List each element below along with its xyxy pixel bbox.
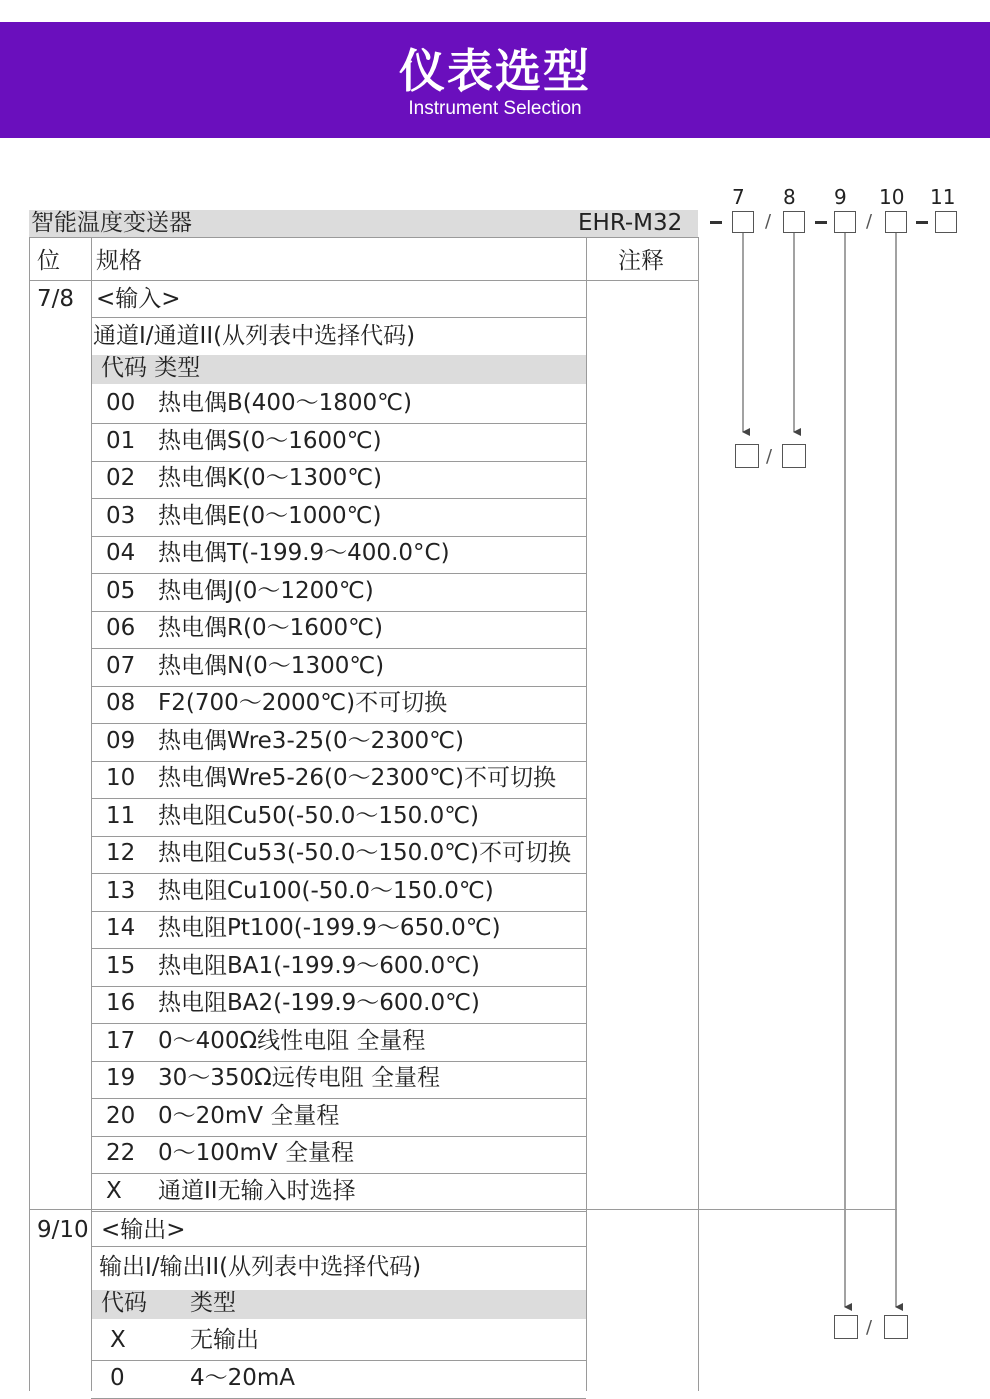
input-type: 热电偶E(0～1000℃) [158, 502, 382, 529]
output-col-code: 代码 [101, 1290, 147, 1316]
input-type: 热电偶S(0～1600℃) [158, 427, 382, 454]
input-code: 12 [106, 840, 136, 866]
input-code: 08 [106, 690, 136, 716]
input-code: 02 [106, 465, 136, 491]
input-type: 热电偶T(-199.9～400.0°C) [158, 540, 450, 566]
separator-slash: / [765, 211, 772, 232]
input-type: 热电阻BA2(-199.9～600.0℃) [158, 990, 480, 1016]
table-left-border [29, 237, 30, 1391]
separator-slash: / [866, 211, 873, 232]
note-column-border [698, 237, 699, 1391]
position-number-7: 7 [732, 185, 745, 209]
output-type: 4～20mA [190, 1365, 296, 1391]
header-position: 位 [37, 248, 60, 274]
input-code: 09 [106, 727, 136, 754]
input-type: 0～20mV 全量程 [158, 1102, 340, 1129]
position-column-border [91, 237, 92, 1391]
input-code: 13 [106, 877, 136, 904]
input-type: 热电阻Pt100(-199.9～650.0℃) [158, 915, 501, 941]
input-type: 热电阻Cu50(-50.0～150.0℃) [158, 802, 480, 829]
input-code: 20 [106, 1102, 136, 1129]
input-code: X [106, 1177, 122, 1204]
input-type: 热电偶R(0～1600℃) [158, 615, 383, 641]
input-type: 热电偶B(400～1800℃) [158, 390, 412, 416]
input-code: 14 [106, 915, 136, 941]
output-col-type: 类型 [190, 1290, 236, 1316]
input-type: 热电偶N(0～1300℃) [158, 652, 385, 679]
input-code: 19 [106, 1065, 136, 1091]
input-type: 热电阻Cu53(-50.0～150.0℃)不可切换 [158, 840, 572, 866]
row-divider [91, 1360, 586, 1361]
input-code: 00 [106, 390, 136, 416]
input-code: 05 [106, 577, 136, 604]
input-code: 11 [106, 802, 136, 829]
input-code: 03 [106, 502, 136, 529]
input-title: <输入> [96, 286, 181, 312]
input-type: 热电偶K(0～1300℃) [158, 465, 383, 491]
position-number-9: 9 [834, 185, 847, 209]
output-col-header-bg [92, 1290, 586, 1319]
position-number-10: 10 [879, 185, 905, 209]
input-type: 热电阻BA1(-199.9～600.0℃) [158, 952, 480, 979]
position-number-8: 8 [783, 185, 796, 209]
product-name: 智能温度变送器 [31, 210, 192, 236]
output-title: <输出> [101, 1217, 186, 1243]
input-code: 07 [106, 652, 136, 679]
input-type: 0～100mV 全量程 [158, 1140, 354, 1166]
input-type: F2(700～2000℃)不可切换 [158, 690, 448, 716]
output-subtitle: 输出I/输出II(从列表中选择代码) [99, 1254, 422, 1280]
input-type: 30～350Ω远传电阻 全量程 [158, 1065, 441, 1091]
header-spec: 规格 [96, 248, 142, 274]
output-type: 无输出 [190, 1327, 259, 1353]
input-code: 16 [106, 990, 136, 1016]
input-code: 10 [106, 765, 136, 791]
output-code: 0 [110, 1365, 125, 1391]
banner-title: 仪表选型 [399, 44, 591, 98]
input-position: 7/8 [37, 286, 75, 312]
product-model: EHR-M32 [578, 210, 683, 236]
input-col-header: 代码 类型 [101, 355, 201, 381]
separator-slash: / [866, 1317, 873, 1338]
separator-slash: / [766, 446, 773, 467]
banner-subtitle: Instrument Selection [408, 98, 582, 119]
table-top-border [29, 237, 698, 238]
spec-column-border [586, 237, 587, 1391]
input-slot-8 [782, 444, 806, 468]
output-code: X [110, 1327, 126, 1353]
output-slot-9 [834, 1315, 858, 1339]
input-type: 热电偶Wre3-25(0～2300℃) [158, 727, 464, 754]
input-code: 04 [106, 540, 136, 566]
input-code: 17 [106, 1027, 136, 1054]
input-slot-7 [735, 444, 759, 468]
input-code: 15 [106, 952, 136, 979]
input-code: 01 [106, 427, 136, 454]
header-note: 注释 [618, 248, 664, 274]
input-type: 0～400Ω线性电阻 全量程 [158, 1027, 426, 1054]
output-slot-10 [884, 1315, 908, 1339]
input-code: 06 [106, 615, 136, 641]
output-position: 9/10 [37, 1217, 89, 1243]
input-type: 热电阻Cu100(-50.0～150.0℃) [158, 877, 494, 904]
input-type: 热电偶J(0～1200℃) [158, 577, 374, 604]
input-subtitle: 通道I/通道II(从列表中选择代码) [93, 323, 416, 349]
input-type: 热电偶Wre5-26(0～2300℃)不可切换 [158, 765, 556, 791]
input-code: 22 [106, 1140, 136, 1166]
input-type: 通道II无输入时选择 [158, 1177, 356, 1204]
row-divider [91, 1246, 586, 1247]
position-number-11: 11 [930, 185, 956, 209]
